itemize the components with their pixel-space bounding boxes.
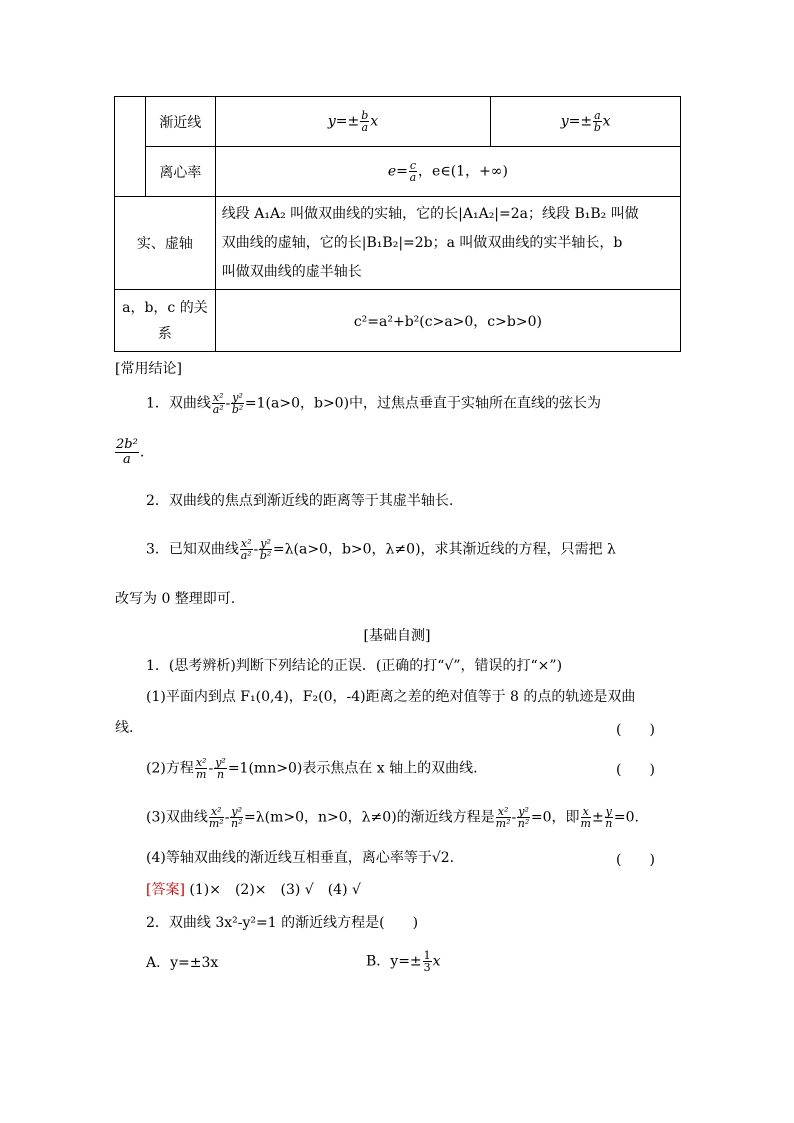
section-heading: [常用结论] bbox=[115, 361, 182, 377]
option-a: A．y=±3x bbox=[146, 955, 219, 971]
question-1-item-4: (4)等轴双曲线的渐近线互相垂直，离心率等于√2. bbox=[146, 850, 455, 866]
formula-text: e= bbox=[387, 163, 408, 180]
fraction-denominator: b² bbox=[231, 403, 244, 416]
question-1-item-1-cont: 线. bbox=[115, 720, 134, 736]
fraction: $\frac{\text{2b²}}{a}$ . bbox=[116, 437, 145, 467]
formula-text: y=± bbox=[560, 113, 593, 130]
fraction-numerator: x bbox=[581, 806, 591, 818]
fraction bbox=[212, 392, 225, 415]
table-row-label bbox=[115, 290, 216, 352]
conclusion-2: 2．双曲线的焦点到渐近线的距离等于其虚半轴长. bbox=[146, 493, 454, 509]
table-cell bbox=[215, 147, 680, 197]
hyperbola-properties-table bbox=[114, 96, 681, 352]
label-line: 系 bbox=[157, 325, 172, 342]
fraction bbox=[581, 806, 591, 829]
text: B．y=± bbox=[366, 953, 422, 970]
fraction bbox=[195, 757, 208, 780]
label-line: a，b，c 的关 bbox=[122, 299, 208, 316]
text: (2)方程 bbox=[146, 760, 194, 777]
text: =1(mn>0)表示焦点在 x 轴上的双曲线. bbox=[227, 760, 478, 777]
fraction-numerator: 2b² bbox=[116, 437, 138, 452]
fraction bbox=[259, 538, 272, 561]
text: =λ(m>0，n>0，λ≠0)的渐近线方程是 bbox=[244, 809, 495, 826]
fraction-denominator: b² bbox=[259, 549, 272, 562]
fraction bbox=[360, 110, 369, 133]
cell-text-line: 叫做双曲线的虚半轴长 bbox=[221, 263, 362, 280]
text: 1．双曲线 bbox=[146, 395, 211, 412]
fraction-denominator: m bbox=[195, 768, 207, 781]
table-row bbox=[115, 147, 681, 197]
fraction bbox=[214, 757, 227, 780]
answer-bracket: ( ) bbox=[616, 762, 655, 778]
fraction-denominator: a bbox=[361, 121, 369, 134]
text: 3．已知双曲线 bbox=[146, 541, 239, 558]
table-row-label: 实、虚轴 bbox=[115, 197, 216, 290]
fraction-numerator: a bbox=[594, 109, 601, 122]
fraction-denominator: n bbox=[216, 768, 225, 781]
question-1: 1．(思考辨析)判断下列结论的正误．(正确的打“√”，错误的打“×”) bbox=[146, 658, 563, 674]
operator: ± bbox=[591, 809, 604, 826]
table-row bbox=[115, 197, 681, 290]
conclusion-1 bbox=[146, 392, 716, 415]
operator: - bbox=[224, 809, 230, 826]
table-row bbox=[115, 97, 681, 147]
formula-text: ，e∈(1，+∞) bbox=[418, 163, 508, 180]
fraction-numerator: c bbox=[409, 159, 417, 172]
section-heading: [基础自测] bbox=[363, 628, 431, 644]
cell-text-line: 线段 A₁A₂ 叫做双曲线的实轴，它的长|A₁A₂|=2a；线段 B₁B₂ 叫做 bbox=[221, 205, 639, 222]
fraction bbox=[209, 806, 224, 829]
fraction-denominator: n bbox=[605, 817, 613, 830]
text: (3)双曲线 bbox=[146, 809, 208, 826]
answer-text: (1)× (2)× (3) √ (4) √ bbox=[189, 882, 361, 898]
fraction-denominator: a² bbox=[212, 403, 224, 416]
table-cell bbox=[491, 97, 681, 147]
fraction-denominator: b bbox=[593, 121, 601, 134]
fraction-numerator: y² bbox=[232, 391, 243, 404]
formula-var: x bbox=[370, 113, 379, 130]
fraction bbox=[409, 160, 417, 183]
option-b bbox=[366, 950, 794, 973]
formula-text: y=± bbox=[327, 113, 360, 130]
fraction bbox=[115, 438, 139, 467]
fraction bbox=[230, 806, 243, 829]
table-row-label: 渐近线 bbox=[145, 97, 215, 147]
fraction-numerator: b bbox=[361, 109, 369, 122]
operator: - bbox=[208, 760, 214, 777]
fraction-denominator: m bbox=[580, 817, 591, 830]
fraction-denominator: n² bbox=[230, 817, 243, 830]
fraction bbox=[423, 950, 432, 973]
question-1-item-3 bbox=[146, 806, 716, 829]
answer-label: [答案] bbox=[146, 882, 185, 898]
fraction-denominator: a bbox=[409, 171, 417, 184]
operator: - bbox=[253, 541, 259, 558]
table-cell: c²=a²+b²(c>a>0，c>b>0) bbox=[215, 290, 680, 352]
fraction bbox=[517, 806, 530, 829]
table-row-label: 离心率 bbox=[145, 147, 215, 197]
text: =1(a>0，b>0)中，过焦点垂直于实轴所在直线的弦长为 bbox=[244, 395, 602, 412]
fraction bbox=[605, 806, 613, 829]
table-cell bbox=[215, 197, 680, 290]
formula-var: x bbox=[602, 113, 611, 130]
answer-line bbox=[146, 881, 716, 899]
answer-bracket: ( ) bbox=[616, 722, 655, 738]
fraction bbox=[593, 110, 602, 133]
fraction-numerator: y² bbox=[215, 756, 226, 769]
fraction-denominator: 3 bbox=[423, 961, 431, 974]
question-2: 2．双曲线 3x²-y²=1 的渐近线方程是( ) bbox=[146, 915, 419, 931]
fraction-numerator: y² bbox=[231, 805, 243, 818]
operator: - bbox=[511, 809, 517, 826]
question-1-item-1: (1)平面内到点 F₁(0,4)，F₂(0，-4)距离之差的绝对值等于 8 的点的轨迹是双曲 bbox=[146, 689, 636, 705]
conclusion-3-cont: 改写为 0 整理即可. bbox=[115, 591, 236, 607]
fraction-numerator: x² bbox=[209, 806, 224, 818]
fraction-denominator: m² bbox=[208, 817, 224, 830]
fraction-denominator: a bbox=[123, 452, 131, 467]
fraction-numerator: x² bbox=[212, 391, 224, 404]
table-row bbox=[115, 290, 681, 352]
fraction-numerator: y² bbox=[260, 537, 271, 550]
fraction-denominator: n² bbox=[517, 817, 530, 830]
conclusion-3 bbox=[146, 538, 716, 561]
cell-text-line: 双曲线的虚轴，它的长|B₁B₂|=2b；a 叫做双曲线的实半轴长，b bbox=[221, 234, 623, 251]
fraction bbox=[240, 538, 253, 561]
text: =0. bbox=[613, 809, 639, 826]
fraction-numerator: x² bbox=[496, 806, 511, 818]
fraction-numerator: x² bbox=[195, 756, 207, 769]
text: =λ(a>0，b>0，λ≠0)，求其渐近线的方程，只需把 λ bbox=[272, 541, 616, 558]
fraction-numerator: y² bbox=[518, 805, 529, 818]
fraction-numerator: y bbox=[605, 805, 612, 818]
fraction-denominator: a² bbox=[240, 549, 252, 562]
fraction bbox=[496, 806, 511, 829]
operator: - bbox=[225, 395, 231, 412]
table-cell bbox=[215, 97, 491, 147]
fraction-numerator: 1 bbox=[423, 949, 431, 962]
fraction-denominator: m² bbox=[495, 817, 511, 830]
answer-bracket: ( ) bbox=[616, 852, 655, 868]
formula-var: x bbox=[432, 953, 441, 970]
fraction bbox=[231, 392, 244, 415]
fraction-numerator: x² bbox=[240, 537, 252, 550]
table-cell bbox=[115, 97, 146, 197]
text: =0，即 bbox=[530, 809, 580, 826]
